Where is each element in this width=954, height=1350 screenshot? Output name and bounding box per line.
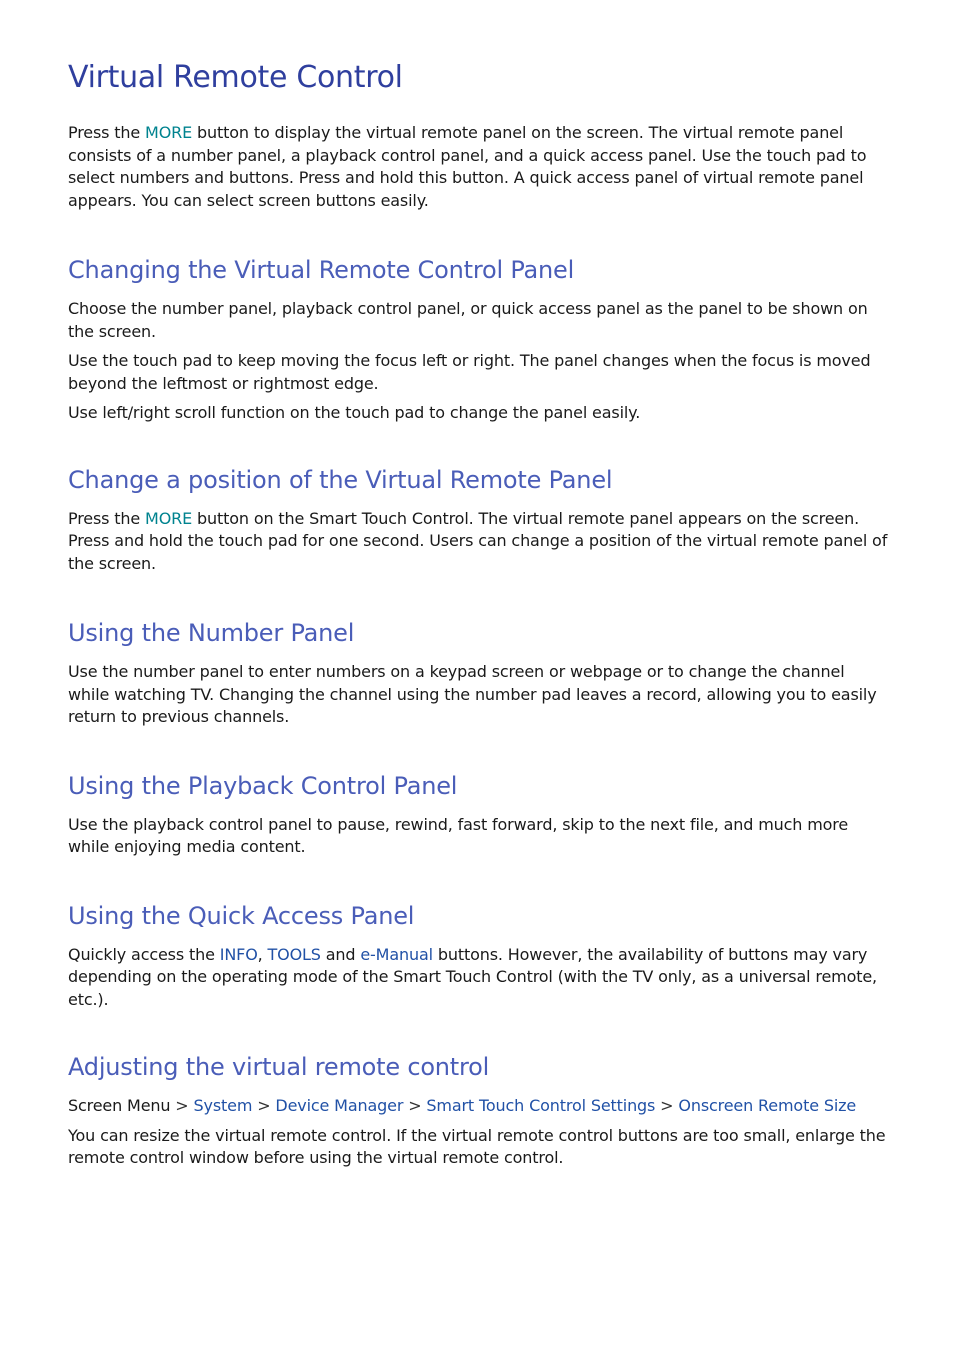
menu-path-device-manager[interactable]: Device Manager [275, 1096, 404, 1115]
menu-path-separator: > [252, 1096, 276, 1115]
section-heading-quick-access: Using the Quick Access Panel [68, 901, 415, 930]
menu-path-separator: > [403, 1096, 427, 1115]
position-text-post: button on the Smart Touch Control. The virtual remote panel appears on the screen. Press and hold the touch pad for one second. Users can change a position of the virtual remote panel of the screen. [68, 508, 888, 573]
playback-panel-paragraph: Use the playback control panel to pause, rewind, fast forward, skip to the next file, and much more while enjoying media content. [68, 814, 849, 856]
quick-text-pre: Quickly access the [68, 944, 220, 964]
changing-panel-paragraph-3: Use left/right scroll function on the touch pad to change the panel easily. [68, 403, 641, 422]
info-button-keyword: INFO [219, 944, 258, 964]
section-heading-adjusting: Adjusting the virtual remote control [68, 1053, 490, 1081]
quick-text-and: and [320, 944, 361, 964]
menu-path-system[interactable]: System [193, 1096, 253, 1115]
page-content [68, 60, 890, 1170]
section-heading-changing-panel: Changing the Virtual Remote Control Panel [68, 256, 575, 284]
section-heading-playback-panel: Using the Playback Control Panel [68, 771, 458, 800]
more-button-keyword: MORE [145, 123, 193, 142]
menu-path-separator: > [170, 1096, 194, 1115]
position-text-pre: Press the [68, 508, 146, 528]
adjusting-paragraph: You can resize the virtual remote control. If the virtual remote control buttons are too small, enlarge the remote control window before using the virtual remote control. [68, 1125, 886, 1167]
change-position-paragraph [68, 508, 890, 576]
e-manual-button-keyword: e-Manual [360, 944, 433, 964]
tools-button-keyword: TOOLS [267, 944, 321, 964]
intro-paragraph [68, 122, 890, 212]
more-button-keyword: MORE [145, 508, 193, 528]
number-panel-paragraph: Use the number panel to enter numbers on a keypad screen or webpage or to change the channel while watching TV. Changing the channel using the number pad leaves a record, allowing you to easily return to previous channels. [68, 662, 877, 726]
menu-path-separator: > [655, 1096, 679, 1115]
intro-text-pre: Press the [68, 123, 146, 142]
quick-text-comma: , [257, 944, 268, 964]
intro-text-post: button to display the virtual remote panel on the screen. The virtual remote panel consists of a number panel, a playback control panel, and a quick access panel. Use the touch pad to select numbers and buttons. Press and hold this button. A quick access panel of virtual remote panel appears. You can select screen buttons easily. [68, 123, 867, 210]
menu-path-root: Screen Menu [68, 1096, 171, 1115]
section-heading-number-panel: Using the Number Panel [68, 619, 355, 647]
page-title: Virtual Remote Control [68, 60, 403, 95]
menu-path-onscreen-remote-size[interactable]: Onscreen Remote Size [678, 1096, 857, 1115]
quick-text-post: buttons. However, the availability of buttons may vary depending on the operating mode of the Smart Touch Control (with the TV only, as a universal remote, etc.). [68, 944, 877, 1009]
quick-access-paragraph [68, 944, 890, 1012]
changing-panel-paragraph-2: Use the touch pad to keep moving the focus left or right. The panel changes when the focus is moved beyond the leftmost or rightmost edge. [68, 351, 871, 393]
changing-panel-paragraph-1: Choose the number panel, playback control panel, or quick access panel as the panel to be shown on the screen. [68, 299, 868, 341]
section-heading-change-position: Change a position of the Virtual Remote Panel [68, 465, 613, 494]
menu-path-breadcrumb [68, 1095, 890, 1118]
menu-path-smart-touch-control-settings[interactable]: Smart Touch Control Settings [426, 1096, 656, 1115]
